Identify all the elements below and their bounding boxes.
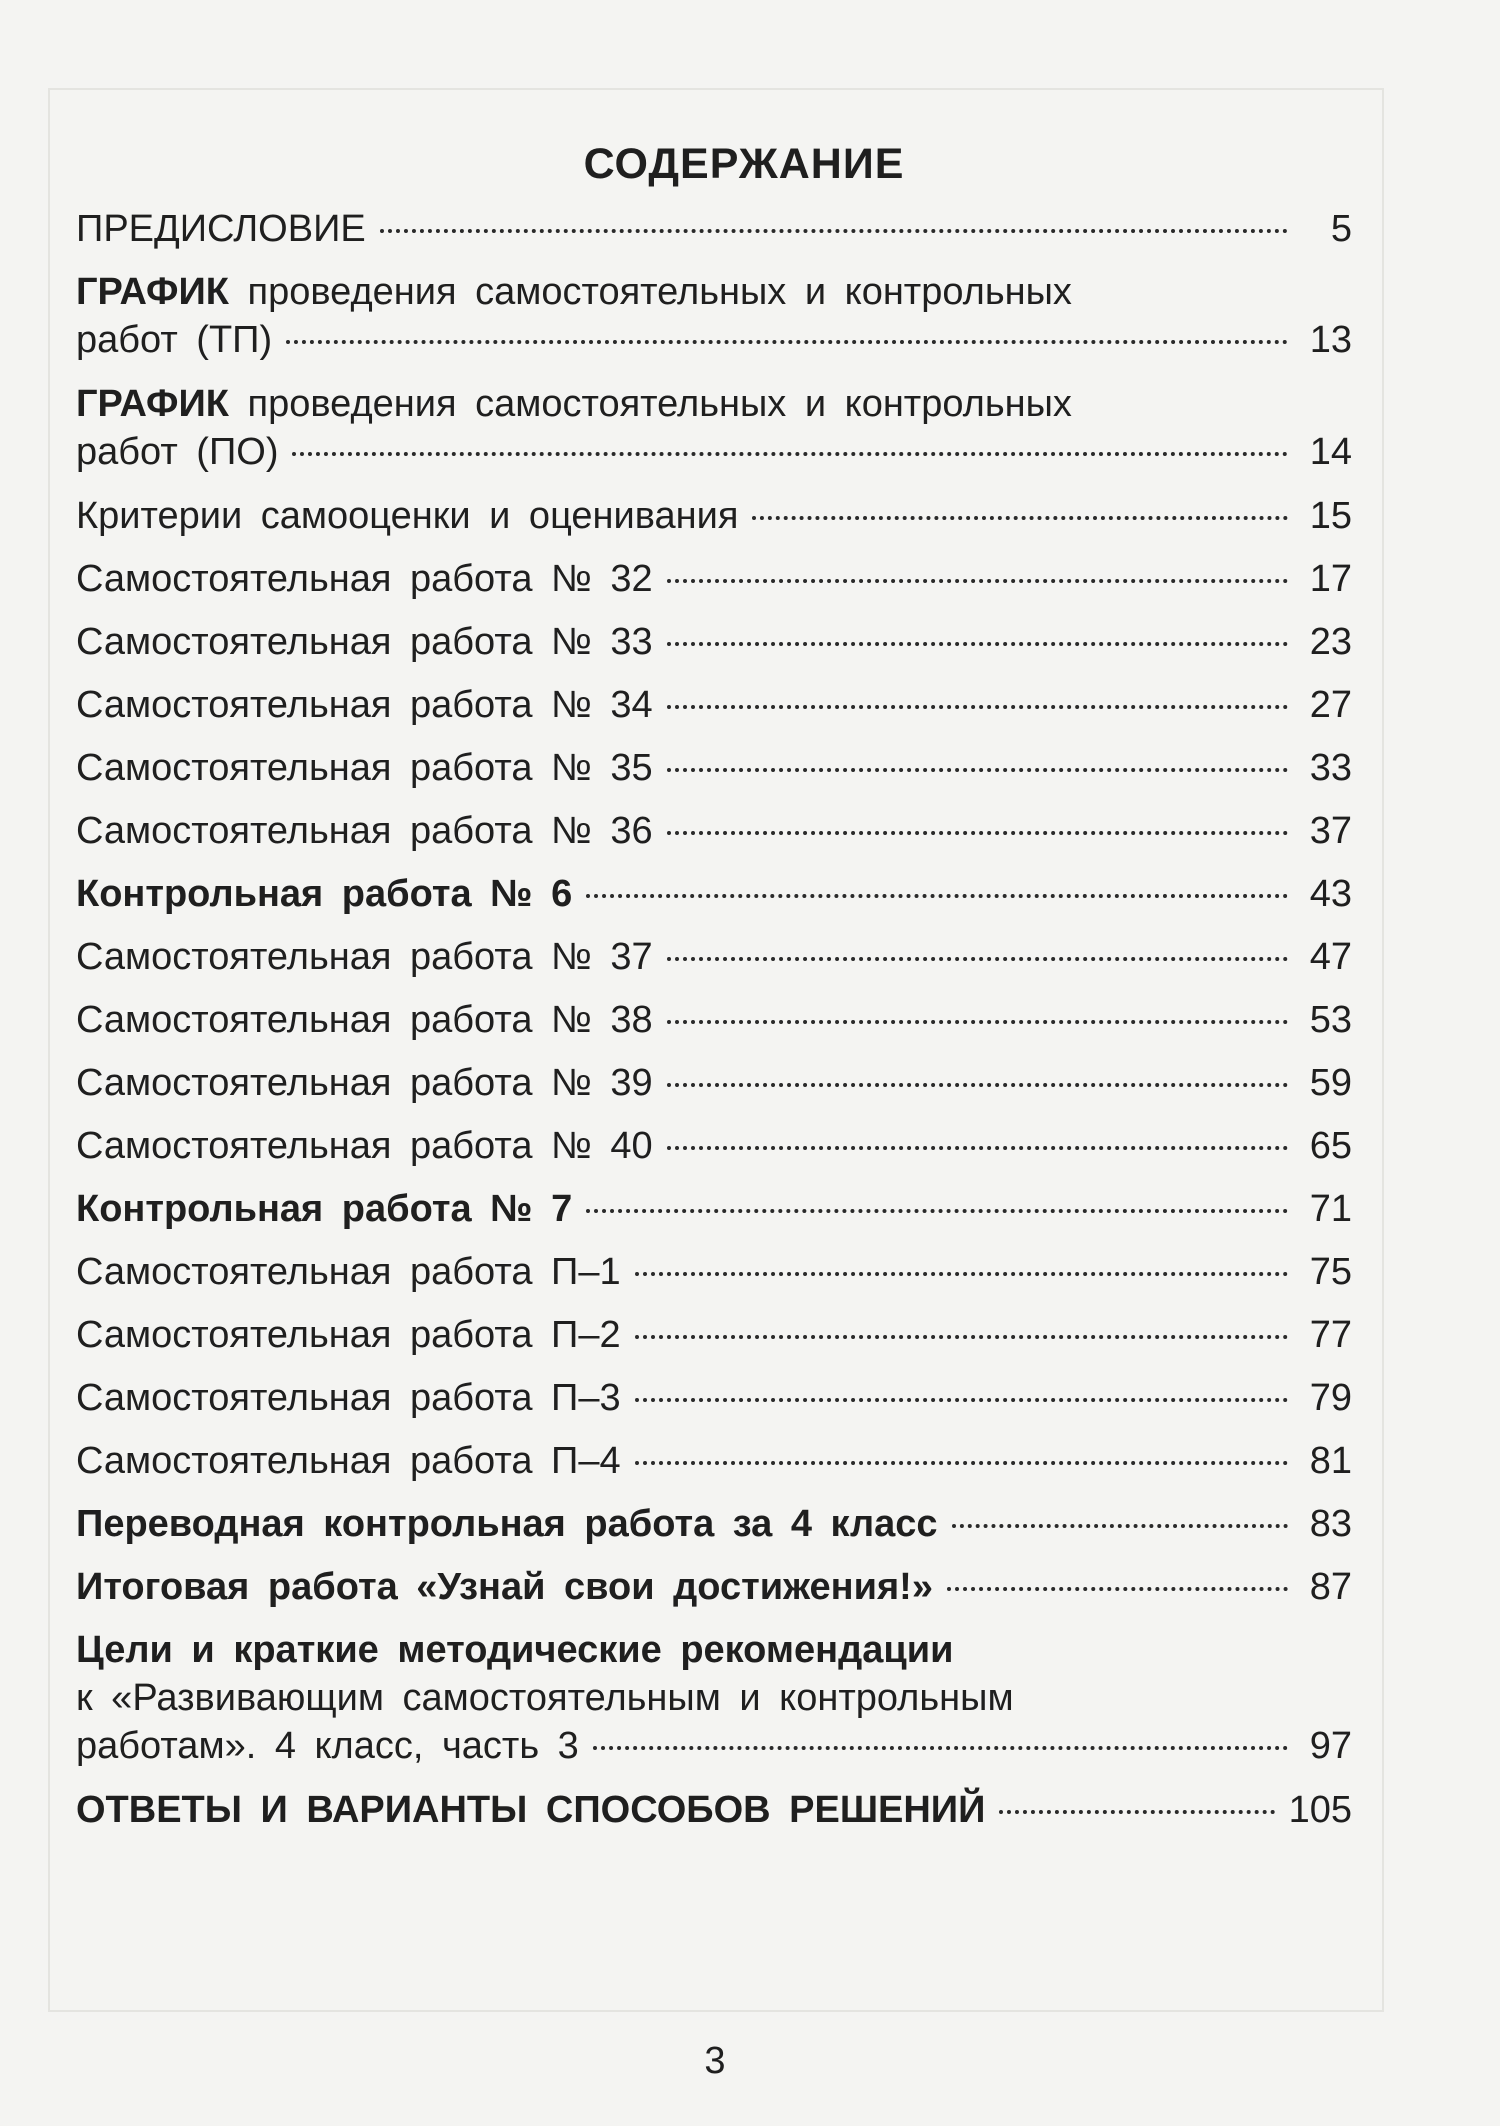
dot-leader [635, 1461, 1288, 1465]
dot-leader [635, 1272, 1288, 1276]
dot-leader [952, 1524, 1288, 1528]
toc-entry-independent-work-p3[interactable] [76, 1374, 1352, 1422]
dot-leader [292, 452, 1288, 456]
toc-entry-independent-work-39[interactable] [76, 1059, 1352, 1107]
toc-entry-methodical-recommendations[interactable] [76, 1626, 1352, 1770]
toc-entry-label: Самостоятельная работа № 36 [76, 810, 653, 852]
dot-leader [667, 1083, 1288, 1087]
dot-leader [667, 1146, 1288, 1150]
dot-leader [752, 516, 1288, 520]
dot-leader [947, 1587, 1288, 1591]
toc-entry-page: 33 [1309, 747, 1352, 789]
toc-entry-page: 27 [1309, 684, 1352, 726]
dot-leader [999, 1810, 1274, 1814]
toc-entry-answers[interactable] [76, 1786, 1352, 1834]
toc-entry-page: 77 [1309, 1314, 1352, 1356]
toc-entry-page: 97 [1309, 1725, 1352, 1767]
toc-entry-page: 87 [1309, 1566, 1352, 1608]
toc-entry-label [76, 268, 1072, 316]
toc-entry-label-line2: работ (ПО) [76, 431, 279, 473]
toc-entry-transfer-test[interactable] [76, 1500, 1352, 1548]
page-title: СОДЕРЖАНИЕ [583, 140, 905, 188]
toc-entry-independent-work-38[interactable] [76, 996, 1352, 1044]
toc-entry-independent-work-p2[interactable] [76, 1311, 1352, 1359]
toc-entry-label: Контрольная работа № 7 [76, 1188, 573, 1230]
toc-entry-independent-work-37[interactable] [76, 933, 1352, 981]
toc-entry-label: ОТВЕТЫ И ВАРИАНТЫ СПОСОБОВ РЕШЕНИЙ [76, 1789, 986, 1831]
toc-entry-label-line3: работам». 4 класс, часть 3 [76, 1725, 579, 1767]
toc-entry-page: 75 [1309, 1251, 1352, 1293]
toc-entry-final-work[interactable] [76, 1563, 1352, 1611]
toc-entry-page: 17 [1309, 558, 1352, 600]
toc-entry-independent-work-p1[interactable] [76, 1248, 1352, 1296]
dot-leader [635, 1335, 1288, 1339]
dot-leader [286, 340, 1288, 344]
toc-entry-page: 79 [1309, 1377, 1352, 1419]
toc-entry-label: Самостоятельная работа № 34 [76, 684, 653, 726]
dot-leader [667, 768, 1288, 772]
dot-leader [667, 957, 1288, 961]
toc-entry-label: Цели и краткие методические рекомендации [76, 1629, 954, 1671]
toc-entry-schedule-po[interactable] [76, 380, 1352, 476]
toc-entry-label: Самостоятельная работа № 40 [76, 1125, 653, 1167]
toc-entry-page: 81 [1309, 1440, 1352, 1482]
toc-entry-page: 15 [1309, 495, 1352, 537]
toc-entry-label: Самостоятельная работа № 39 [76, 1062, 653, 1104]
toc-entry-independent-work-40[interactable] [76, 1122, 1352, 1170]
toc-entry-label: Самостоятельная работа № 32 [76, 558, 653, 600]
toc-entry-test-7[interactable] [76, 1185, 1352, 1233]
toc-entry-page: 43 [1309, 873, 1352, 915]
dot-leader [593, 1746, 1288, 1750]
table-of-contents [76, 140, 1352, 1849]
toc-entry-label: Самостоятельная работа П–3 [76, 1377, 621, 1419]
toc-entry-page: 5 [1330, 208, 1352, 250]
dot-leader [667, 579, 1288, 583]
toc-entry-page: 47 [1309, 936, 1352, 978]
toc-entry-page: 23 [1309, 621, 1352, 663]
toc-entry-label: Контрольная работа № 6 [76, 873, 573, 915]
toc-entry-label [76, 380, 1072, 428]
toc-entry-page: 14 [1309, 431, 1352, 473]
toc-entry-label: Самостоятельная работа № 33 [76, 621, 653, 663]
toc-entry-label: Самостоятельная работа П–2 [76, 1314, 621, 1356]
toc-entry-label: ПРЕДИСЛОВИЕ [76, 208, 366, 250]
toc-entry-label: Переводная контрольная работа за 4 класс [76, 1503, 938, 1545]
dot-leader [635, 1398, 1288, 1402]
toc-entry-bold-label: ГРАФИК [76, 271, 229, 313]
toc-entry-independent-work-32[interactable] [76, 555, 1352, 603]
toc-entry-bold-label: ГРАФИК [76, 383, 229, 425]
toc-entry-page: 71 [1309, 1188, 1352, 1230]
dot-leader [380, 229, 1288, 233]
toc-entry-page: 53 [1309, 999, 1352, 1041]
dot-leader [667, 642, 1288, 646]
toc-entry-page: 83 [1309, 1503, 1352, 1545]
toc-entry-label-line2: работ (ТП) [76, 319, 273, 361]
toc-entry-test-6[interactable] [76, 870, 1352, 918]
toc-entry-label: Самостоятельная работа № 35 [76, 747, 653, 789]
toc-entry-page: 37 [1309, 810, 1352, 852]
toc-entry-page: 105 [1288, 1789, 1352, 1831]
toc-entry-independent-work-34[interactable] [76, 681, 1352, 729]
toc-entry-label: Самостоятельная работа № 37 [76, 936, 653, 978]
dot-leader [667, 1020, 1288, 1024]
toc-entry-label-line2: к «Развивающим самостоятельным и контрольным [76, 1677, 1014, 1719]
toc-entry-independent-work-36[interactable] [76, 807, 1352, 855]
toc-entry-label: Самостоятельная работа № 38 [76, 999, 653, 1041]
toc-entry-page: 13 [1309, 319, 1352, 361]
toc-entry-schedule-tp[interactable] [76, 268, 1352, 364]
toc-entry-label: Самостоятельная работа П–4 [76, 1440, 621, 1482]
toc-entry-page: 65 [1309, 1125, 1352, 1167]
dot-leader [667, 831, 1288, 835]
toc-entry-preface[interactable] [76, 205, 1352, 253]
dot-leader [667, 705, 1288, 709]
toc-entry-independent-work-p4[interactable] [76, 1437, 1352, 1485]
toc-entry-page: 59 [1309, 1062, 1352, 1104]
toc-entry-criteria[interactable] [76, 492, 1352, 540]
toc-entry-independent-work-33[interactable] [76, 618, 1352, 666]
dot-leader [586, 894, 1288, 898]
toc-entry-label: Итоговая работа «Узнай свои достижения!» [76, 1566, 933, 1608]
toc-entry-independent-work-35[interactable] [76, 744, 1352, 792]
page-number: 3 [704, 2040, 726, 2082]
toc-entry-label-rest: проведения самостоятельных и контрольных [228, 383, 1072, 425]
toc-entry-label-rest: проведения самостоятельных и контрольных [228, 271, 1072, 313]
dot-leader [586, 1209, 1288, 1213]
toc-entry-label: Самостоятельная работа П–1 [76, 1251, 621, 1293]
toc-entry-label: Критерии самооценки и оценивания [76, 495, 739, 537]
